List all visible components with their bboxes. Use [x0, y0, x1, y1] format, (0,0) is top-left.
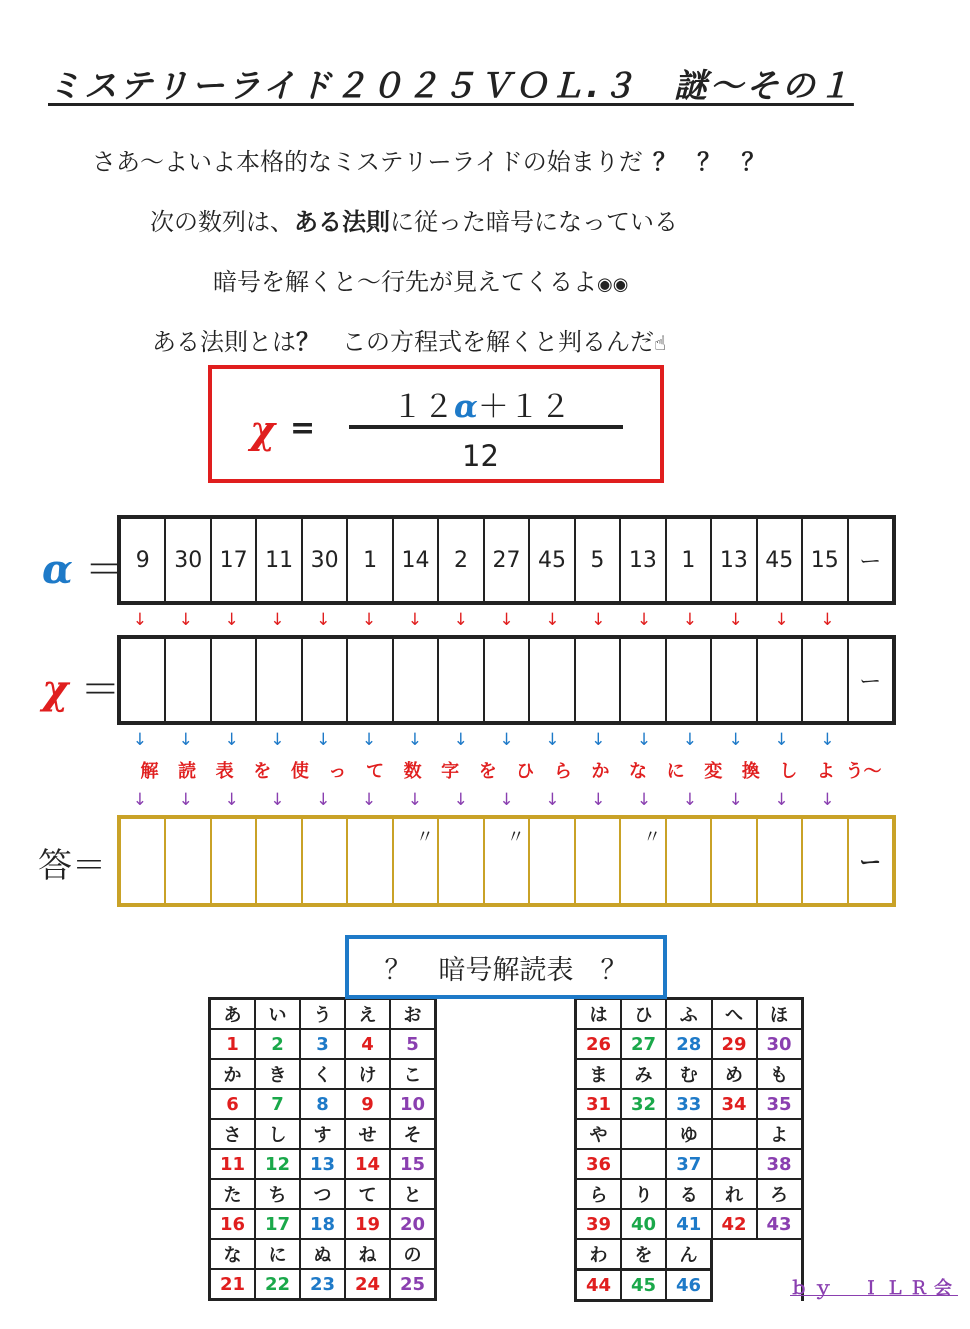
number-cell: 15 — [390, 1149, 436, 1179]
arrow-icon: ↓ — [270, 610, 285, 630]
number-cell: 40 — [621, 1209, 666, 1239]
chi-cell[interactable] — [439, 639, 484, 721]
answer-cell[interactable] — [394, 819, 439, 903]
equation-denominator: 12 — [462, 439, 499, 473]
number-cell: 25 — [390, 1269, 436, 1300]
alpha-cell: 13 — [712, 519, 757, 601]
number-cell: 27 — [621, 1029, 666, 1059]
arrow-icon — [850, 790, 896, 810]
number-cell: 23 — [300, 1269, 345, 1300]
answer-row — [117, 815, 896, 907]
instruction-char: ひ — [516, 761, 535, 782]
chi-cell[interactable] — [712, 639, 757, 721]
kana-cell: お — [390, 999, 436, 1030]
intro-line-2c: に従った暗号になっている — [390, 208, 678, 236]
instruction-char: に — [666, 761, 685, 782]
number-row — [210, 1149, 436, 1179]
kana-cell: れ — [712, 1179, 757, 1209]
arrow-icon: ↓ — [774, 610, 789, 630]
answer-cell[interactable] — [530, 819, 575, 903]
alpha-cell: 13 — [621, 519, 666, 601]
number-cell: 22 — [255, 1269, 300, 1300]
answer-cell[interactable] — [257, 819, 302, 903]
decode-table-title: ？ 暗号解読表 ？ — [345, 935, 667, 999]
kana-cell: せ — [345, 1119, 390, 1149]
instruction-char: 表 — [215, 761, 234, 782]
instruction-char: を — [253, 761, 272, 782]
arrow-icon: ↓ — [545, 790, 560, 810]
number-cell: 3 — [300, 1029, 345, 1059]
number-row — [576, 1089, 803, 1119]
credit: ｂｙ ＩＬＲ会 — [790, 1278, 958, 1299]
arrow-icon: ↓ — [545, 730, 560, 750]
intro-line-1-text: さあ～よいよ本格的なミステリーライドの始まりだ — [92, 148, 643, 176]
kana-cell: ね — [345, 1239, 390, 1269]
intro-line-4a: ある法則とは — [152, 328, 296, 356]
arrow-icon: ↓ — [361, 790, 377, 810]
number-cell: 46 — [666, 1270, 712, 1301]
arrow-icon — [850, 610, 896, 630]
instruction-char: し — [779, 761, 798, 782]
arrow-icon: ↓ — [178, 610, 193, 630]
arrow-icon: ↓ — [407, 790, 422, 810]
kana-row — [210, 999, 436, 1030]
kana-cell: ま — [576, 1059, 622, 1089]
kana-cell: そ — [390, 1119, 436, 1149]
arrow-icon: ↓ — [361, 730, 377, 750]
kana-cell: う — [300, 999, 345, 1030]
dakuten-mark: 〃 — [415, 827, 434, 848]
answer-cell[interactable] — [212, 819, 257, 903]
kana-cell: り — [621, 1179, 666, 1209]
alpha-cell: 1 — [667, 519, 712, 601]
kana-cell: あ — [210, 999, 256, 1030]
number-cell: 12 — [255, 1149, 300, 1179]
kana-row — [210, 1119, 436, 1149]
kana-cell: つ — [300, 1179, 345, 1209]
chi-cell[interactable] — [758, 639, 803, 721]
number-cell: 44 — [576, 1270, 622, 1301]
numerator-const: ＋１２ — [477, 389, 571, 425]
chi-cell[interactable] — [394, 639, 439, 721]
alpha-cell: 11 — [257, 519, 302, 601]
chi-cell[interactable] — [485, 639, 530, 721]
number-cell: 10 — [390, 1089, 436, 1119]
number-row — [576, 1209, 803, 1239]
answer-row-label: 答＝ — [38, 846, 106, 886]
kana-row — [576, 1059, 803, 1089]
instruction-char: 字 — [441, 761, 460, 782]
arrow-icon: ↓ — [316, 610, 331, 630]
kana-cell: ほ — [757, 999, 803, 1030]
number-cell: 21 — [210, 1269, 256, 1300]
alpha-cell: 45 — [758, 519, 803, 601]
instruction-char: っ — [328, 761, 347, 782]
number-cell: 11 — [210, 1149, 256, 1179]
number-cell: 4 — [345, 1029, 390, 1059]
number-cell: 9 — [345, 1089, 390, 1119]
kana-cell: わ — [576, 1239, 622, 1270]
arrow-icon: ↓ — [728, 790, 743, 810]
number-cell — [621, 1149, 666, 1179]
answer-cell[interactable] — [348, 819, 393, 903]
arrow-row-purple — [117, 790, 896, 810]
instruction-char: 数 — [403, 761, 422, 782]
instruction-char: 変 — [704, 761, 723, 782]
number-cell: 24 — [345, 1269, 390, 1300]
number-cell: 43 — [757, 1209, 803, 1239]
arrow-icon: ↓ — [178, 790, 193, 810]
answer-cell[interactable] — [621, 819, 666, 903]
arrow-icon: ↓ — [499, 730, 514, 750]
arrow-icon: ↓ — [316, 790, 331, 810]
number-cell: 5 — [390, 1029, 436, 1059]
arrow-icon — [850, 730, 896, 750]
alpha-row — [117, 515, 896, 605]
intro-line-4 — [152, 322, 666, 357]
chi-cell[interactable] — [530, 639, 575, 721]
alpha-cell: ー — [859, 549, 882, 575]
alpha-cell: 14 — [394, 519, 439, 601]
alpha-equals: ＝ — [84, 547, 125, 593]
answer-cell[interactable] — [166, 819, 211, 903]
kana-cell: ふ — [666, 999, 712, 1030]
chi-cell[interactable] — [303, 639, 348, 721]
alpha-cell: 1 — [348, 519, 393, 601]
equation-box — [208, 365, 664, 483]
intro-line-4-question: ？ — [296, 328, 320, 356]
kana-table-left — [208, 997, 437, 1301]
chi-cell[interactable] — [166, 639, 211, 721]
arrow-icon: ↓ — [453, 790, 468, 810]
kana-cell: け — [345, 1059, 390, 1089]
chi-cell[interactable] — [803, 639, 848, 721]
kana-cell: な — [210, 1239, 256, 1269]
chi-cell[interactable] — [348, 639, 393, 721]
number-cell: 29 — [712, 1029, 757, 1059]
kana-cell — [712, 1119, 757, 1149]
kana-cell: ひ — [621, 999, 666, 1030]
equation-numerator — [392, 381, 571, 426]
arrow-icon: ↓ — [820, 610, 835, 630]
number-row — [210, 1089, 436, 1119]
kana-cell: た — [210, 1179, 256, 1209]
number-cell: 1 — [210, 1029, 256, 1059]
dakuten-mark: 〃 — [506, 827, 525, 848]
number-cell: 28 — [666, 1029, 712, 1059]
number-cell: 42 — [712, 1209, 757, 1239]
number-cell: 38 — [757, 1149, 803, 1179]
kana-cell: ろ — [757, 1179, 803, 1209]
kana-cell: ゆ — [666, 1119, 712, 1149]
answer-cell[interactable] — [576, 819, 621, 903]
answer-cell[interactable]: ー — [859, 850, 882, 876]
arrow-icon: ↓ — [682, 730, 697, 750]
arrow-icon: ↓ — [224, 790, 239, 810]
arrow-icon: ↓ — [132, 730, 148, 750]
number-cell: 20 — [390, 1209, 436, 1239]
arrow-icon: ↓ — [132, 790, 148, 810]
number-cell: 8 — [300, 1089, 345, 1119]
alpha-cell: 45 — [530, 519, 575, 601]
kana-cell: い — [255, 999, 300, 1030]
numerator-coef: １２ — [392, 389, 454, 425]
kana-cell: の — [390, 1239, 436, 1269]
number-cell: 39 — [576, 1209, 622, 1239]
arrow-icon: ↓ — [636, 790, 652, 810]
alpha-cell: 5 — [576, 519, 621, 601]
number-cell: 19 — [345, 1209, 390, 1239]
arrow-icon: ↓ — [361, 610, 377, 630]
kana-cell — [621, 1119, 666, 1149]
arrow-row-red — [117, 610, 896, 630]
intro-line-3-text: 暗号を解くと～行先が見えてくるよ — [213, 268, 597, 296]
answer-cell[interactable] — [758, 819, 803, 903]
answer-cell[interactable] — [439, 819, 484, 903]
dakuten-mark: 〃 — [643, 827, 662, 848]
number-cell: 17 — [255, 1209, 300, 1239]
kana-cell: と — [390, 1179, 436, 1209]
kana-row — [576, 1239, 803, 1270]
arrow-icon: ↓ — [636, 730, 652, 750]
arrow-icon: ↓ — [728, 610, 743, 630]
kana-cell: を — [621, 1239, 666, 1270]
number-cell: 18 — [300, 1209, 345, 1239]
kana-cell: み — [621, 1059, 666, 1089]
number-cell — [712, 1149, 757, 1179]
kana-row — [576, 999, 803, 1030]
kana-table-right — [574, 997, 804, 1302]
kana-cell: む — [666, 1059, 712, 1089]
intro-line-3 — [213, 262, 628, 297]
kana-cell: さ — [210, 1119, 256, 1149]
chi-cell[interactable] — [667, 639, 712, 721]
arrow-icon: ↓ — [820, 790, 835, 810]
kana-cell: ん — [666, 1239, 712, 1270]
instruction-char: な — [629, 761, 648, 782]
chi-cell[interactable] — [621, 639, 666, 721]
arrow-icon: ↓ — [591, 730, 606, 750]
arrow-icon: ↓ — [453, 730, 468, 750]
alpha-row-label — [42, 538, 125, 595]
chi-cell[interactable] — [576, 639, 621, 721]
kana-cell: ら — [576, 1179, 622, 1209]
alpha-symbol: α — [42, 546, 73, 593]
number-cell: 41 — [666, 1209, 712, 1239]
answer-cell[interactable] — [485, 819, 530, 903]
kana-cell: ち — [255, 1179, 300, 1209]
pointing-hand-icon: ☝ — [654, 331, 667, 355]
chi-cell[interactable] — [257, 639, 302, 721]
kana-cell: め — [712, 1059, 757, 1089]
instruction-char: か — [591, 761, 610, 782]
number-cell: 31 — [576, 1089, 622, 1119]
number-row — [210, 1209, 436, 1239]
answer-cell[interactable] — [121, 819, 166, 903]
alpha-cell: 2 — [439, 519, 484, 601]
intro-line-2a: 次の数列は、 — [150, 208, 294, 236]
kana-cell: ぬ — [300, 1239, 345, 1269]
eyes-icon: ◉◉ — [597, 274, 629, 295]
arrow-icon: ↓ — [682, 610, 697, 630]
arrow-icon: ↓ — [499, 790, 514, 810]
arrow-icon: ↓ — [132, 610, 148, 630]
instruction-row — [131, 757, 883, 783]
arrow-icon: ↓ — [591, 790, 606, 810]
kana-cell: る — [666, 1179, 712, 1209]
arrow-icon: ↓ — [728, 730, 743, 750]
number-cell: 2 — [255, 1029, 300, 1059]
arrow-icon: ↓ — [774, 790, 789, 810]
instruction-char: う～ — [845, 761, 882, 782]
kana-row — [576, 1179, 803, 1209]
arrow-icon: ↓ — [270, 790, 285, 810]
instruction-char: を — [478, 761, 497, 782]
alpha-cell: 30 — [303, 519, 348, 601]
arrow-icon: ↓ — [407, 610, 422, 630]
alpha-cell: 27 — [485, 519, 530, 601]
intro-line-2 — [150, 202, 678, 237]
kana-cell: こ — [390, 1059, 436, 1089]
chi-cell[interactable]: ー — [859, 669, 882, 695]
number-cell: 26 — [576, 1029, 622, 1059]
kana-cell: に — [255, 1239, 300, 1269]
arrow-icon: ↓ — [774, 730, 789, 750]
chi-symbol: χ — [42, 666, 69, 713]
instruction-char: よ — [816, 761, 835, 782]
number-row — [576, 1149, 803, 1179]
kana-row — [210, 1179, 436, 1209]
number-cell: 14 — [345, 1149, 390, 1179]
number-cell: 36 — [576, 1149, 622, 1179]
kana-cell: は — [576, 999, 622, 1030]
number-cell: 34 — [712, 1089, 757, 1119]
kana-cell: か — [210, 1059, 256, 1089]
arrow-icon: ↓ — [591, 610, 606, 630]
instruction-char: 解 — [140, 761, 159, 782]
instruction-char: 換 — [741, 761, 760, 782]
instruction-char: て — [365, 761, 384, 782]
answer-cell[interactable] — [303, 819, 348, 903]
arrow-icon: ↓ — [820, 730, 835, 750]
arrow-icon: ↓ — [224, 610, 239, 630]
question-marks: ？ ？ ？ — [652, 148, 772, 176]
kana-cell: て — [345, 1179, 390, 1209]
fraction-bar — [349, 425, 623, 429]
page-title: ミステリーライド２０２５ＶＯＬ.３ 謎～その１ — [48, 66, 854, 105]
intro-line-4b: この方程式を解くと判るんだ — [342, 328, 654, 356]
arrow-icon: ↓ — [499, 610, 514, 630]
number-cell: 30 — [757, 1029, 803, 1059]
arrow-icon: ↓ — [224, 730, 239, 750]
answer-cell[interactable] — [667, 819, 712, 903]
number-cell: 16 — [210, 1209, 256, 1239]
number-cell: 32 — [621, 1089, 666, 1119]
instruction-char: ら — [553, 761, 572, 782]
answer-cell[interactable] — [803, 819, 848, 903]
number-cell: 6 — [210, 1089, 256, 1119]
numerator-alpha: α — [454, 389, 478, 425]
number-row — [576, 1270, 803, 1301]
kana-cell: す — [300, 1119, 345, 1149]
chi-cell[interactable] — [121, 639, 166, 721]
kana-row — [210, 1239, 436, 1269]
alpha-cell: 15 — [803, 519, 848, 601]
number-cell: 45 — [621, 1270, 666, 1301]
answer-cell[interactable] — [712, 819, 757, 903]
arrow-icon: ↓ — [453, 610, 468, 630]
arrow-row-blue — [117, 730, 896, 750]
number-cell: 13 — [300, 1149, 345, 1179]
intro-line-2-emphasis: ある法則 — [294, 208, 390, 236]
arrow-icon: ↓ — [682, 790, 697, 810]
kana-cell: や — [576, 1119, 622, 1149]
chi-row — [117, 635, 896, 725]
number-cell: 33 — [666, 1089, 712, 1119]
kana-cell: え — [345, 999, 390, 1030]
instruction-char: 使 — [290, 761, 309, 782]
number-row — [210, 1029, 436, 1059]
kana-cell: へ — [712, 999, 757, 1030]
intro-line-1 — [92, 142, 772, 177]
number-cell: 7 — [255, 1089, 300, 1119]
equation-equals: = — [290, 411, 316, 446]
arrow-icon: ↓ — [636, 610, 652, 630]
number-cell: 35 — [757, 1089, 803, 1119]
chi-cell[interactable] — [212, 639, 257, 721]
kana-cell: く — [300, 1059, 345, 1089]
alpha-cell: 17 — [212, 519, 257, 601]
number-row — [210, 1269, 436, 1300]
arrow-icon: ↓ — [545, 610, 560, 630]
arrow-icon: ↓ — [316, 730, 331, 750]
alpha-cell: 30 — [166, 519, 211, 601]
equation-chi: χ — [250, 407, 275, 452]
kana-cell: も — [757, 1059, 803, 1089]
chi-equals: ＝ — [80, 667, 121, 713]
kana-row — [210, 1059, 436, 1089]
arrow-icon: ↓ — [270, 730, 285, 750]
alpha-cell: 9 — [121, 519, 166, 601]
arrow-icon: ↓ — [178, 730, 193, 750]
kana-cell: し — [255, 1119, 300, 1149]
number-cell: 37 — [666, 1149, 712, 1179]
number-row — [576, 1029, 803, 1059]
kana-cell: よ — [757, 1119, 803, 1149]
instruction-char: 読 — [178, 761, 197, 782]
arrow-icon: ↓ — [407, 730, 422, 750]
chi-row-label — [42, 658, 120, 715]
kana-cell: き — [255, 1059, 300, 1089]
kana-row — [576, 1119, 803, 1149]
